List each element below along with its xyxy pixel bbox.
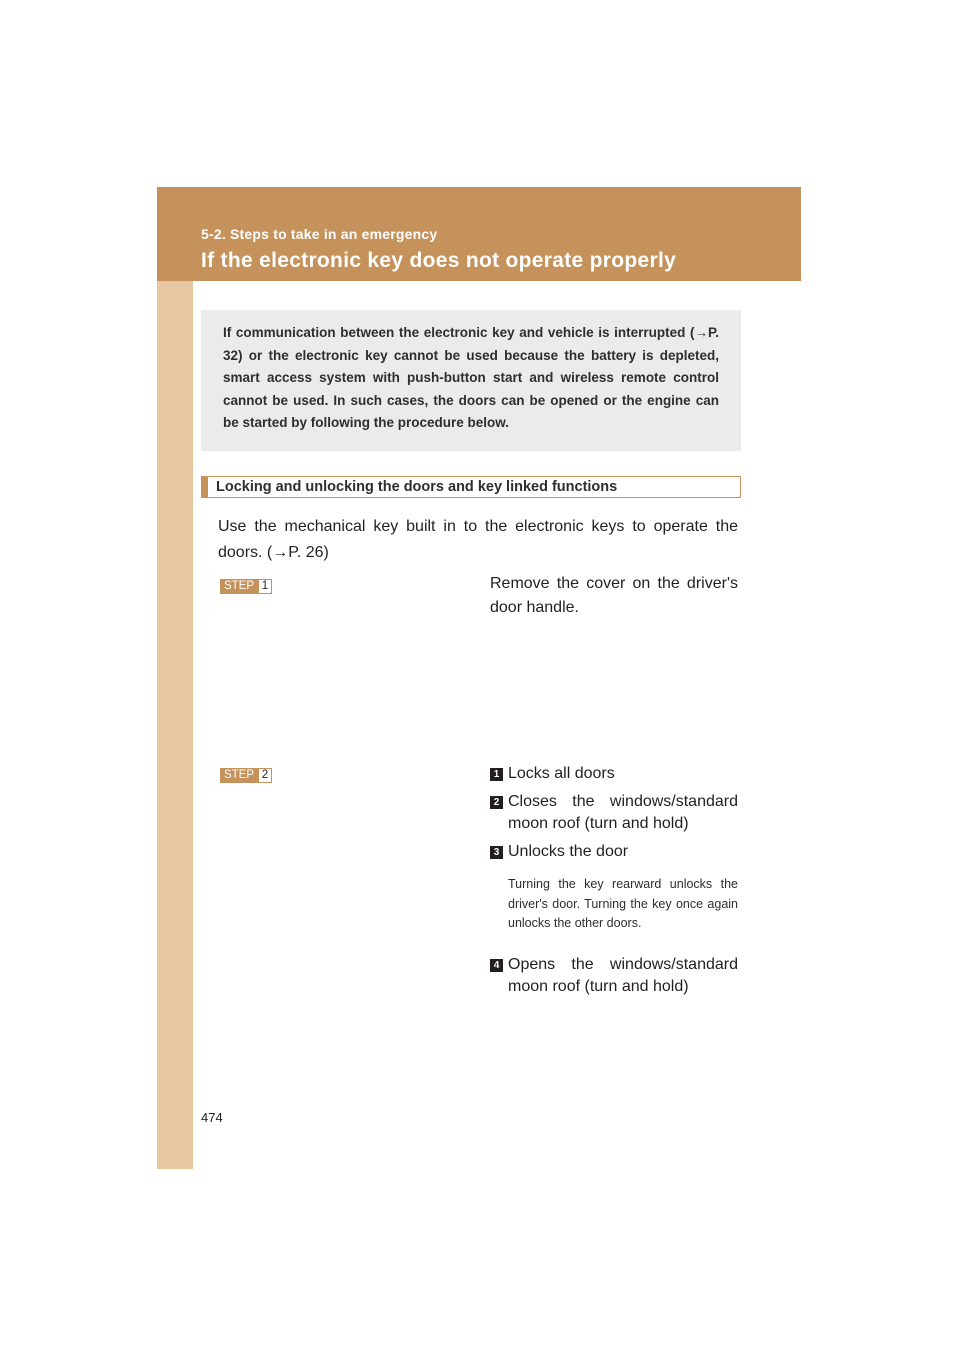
item-text: Unlocks the door — [508, 843, 629, 860]
list-item — [490, 763, 738, 785]
page-title: If the electronic key does not operate properly — [201, 249, 677, 272]
step-label: STEP — [220, 579, 258, 594]
item-text: Opens the windows/standard moon roof (turn and hold) — [508, 955, 738, 995]
marker-3-icon: 3 — [490, 846, 503, 859]
function-list — [490, 763, 738, 1004]
side-strip — [157, 187, 193, 1169]
list-item — [490, 841, 738, 863]
list-item — [490, 791, 738, 835]
marker-4-icon: 4 — [490, 959, 503, 972]
item-text: Closes the windows/standard moon roof (turn and hold) — [508, 793, 738, 832]
subheading-text: Locking and unlocking the doors and key linked functions — [216, 479, 618, 495]
section-label: 5-2. Steps to take in an emergency — [201, 226, 438, 242]
lead-text: Use the mechanical key built in to the electronic keys to operate the doors. (→P. 26) — [218, 518, 738, 561]
marker-1-icon: 1 — [490, 768, 503, 781]
list-item — [490, 954, 738, 998]
item-text: Locks all doors — [508, 765, 615, 782]
page-number: 474 — [201, 1110, 223, 1125]
step-1-badge — [220, 579, 272, 594]
intro-text: If communication between the electronic key and vehicle is interrupted (→P. 32) or the electronic key cannot be used because the battery is depleted, smart access system with push-button start and wireless remote control cannot be used. In such cases, the doors can be opened or the engine can be started by following the procedure below. — [223, 325, 719, 430]
step-1-text: Remove the cover on the driver's door handle. — [490, 575, 738, 616]
step-number: 2 — [258, 768, 272, 783]
subheading — [201, 476, 741, 498]
step-2-badge — [220, 768, 272, 783]
marker-2-icon: 2 — [490, 796, 503, 809]
intro-box — [201, 310, 741, 451]
step-number: 1 — [258, 579, 272, 594]
step-label: STEP — [220, 768, 258, 783]
item-note: Turning the key rearward unlocks the driver's door. Turning the key once again unlocks the other doors. — [508, 877, 738, 930]
